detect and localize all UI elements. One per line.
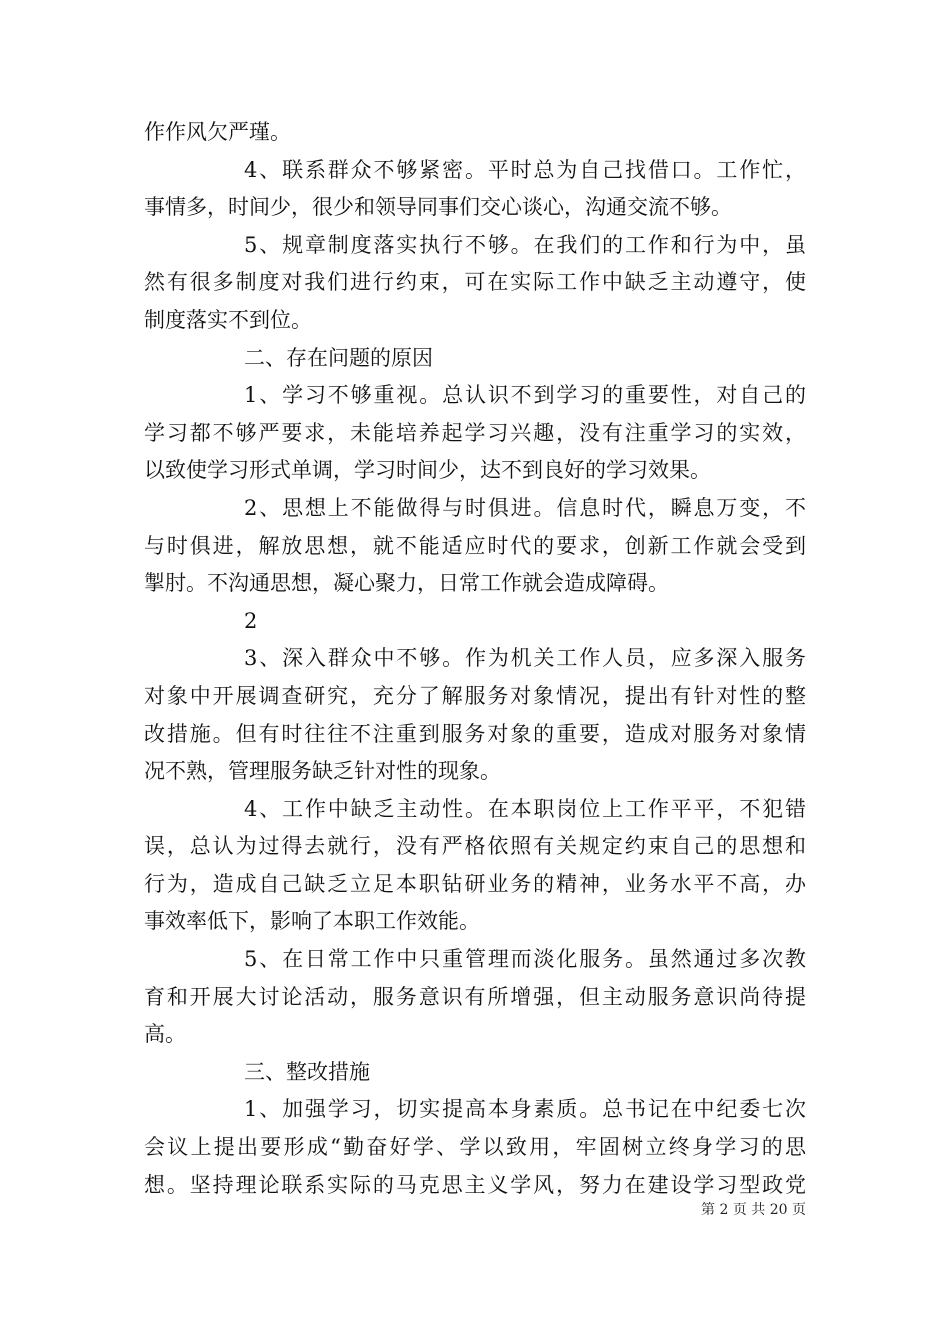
text-line: 1、学习不够重视。总认识不到学习的重要性，对自己的 [244,383,806,408]
text-line: 三、整改措施 [244,1059,370,1084]
text-line: 4、工作中缺乏主动性。在本职岗位上工作平平，不犯错 [244,796,806,821]
text-line: 改措施。但有时往往不注重到服务对象的重要，造成对服务对象情 [144,721,806,746]
text-line: 1、加强学习，切实提高本身素质。总书记在中纪委七次 [244,1097,806,1122]
text-line: 5、规章制度落实执行不够。在我们的工作和行为中，虽 [244,232,806,257]
text-line: 3、深入群众中不够。作为机关工作人员，应多深入服务 [244,646,806,671]
text-line: 2 [244,608,258,633]
text-line: 二、存在问题的原因 [244,345,433,370]
page-number-footer: 第 2 页 共 20 页 [701,1202,806,1218]
text-line: 想。坚持理论联系实际的马克思主义学风，努力在建设学习型政党 [144,1172,806,1197]
text-line: 行为，造成自己缺乏立足本职钻研业务的精神，业务水平不高，办 [144,871,806,896]
text-line: 5、在日常工作中只重管理而淡化服务。虽然通过多次教 [244,947,806,972]
text-line: 会议上提出要形成“勤奋好学、学以致用，牢固树立终身学习的思 [144,1135,806,1160]
text-line: 掣肘。不沟通思想，凝心聚力，日常工作就会造成障碍。 [144,571,669,596]
text-line: 况不熟，管理服务缺乏针对性的现象。 [144,759,501,784]
document-body [144,114,806,1204]
text-line: 育和开展大讨论活动，服务意识有所增强，但主动服务意识尚待提 [144,984,806,1009]
text-line: 制度落实不到位。 [144,307,312,332]
text-line: 以致使学习形式单调，学习时间少，达不到良好的学习效果。 [144,458,711,483]
text-line: 然有很多制度对我们进行约束，可在实际工作中缺乏主动遵守，使 [144,270,806,295]
text-line: 4、联系群众不够紧密。平时总为自己找借口。工作忙， [244,157,806,182]
text-line: 学习都不够严要求，未能培养起学习兴趣，没有注重学习的实效， [144,420,806,445]
text-line: 高。 [144,1022,186,1047]
text-line: 事情多，时间少，很少和领导同事们交心谈心，沟通交流不够。 [144,195,732,220]
text-line: 对象中开展调查研究，充分了解服务对象情况，提出有针对性的整 [144,683,806,708]
text-line: 作作风欠严瑾。 [144,120,291,144]
text-line: 事效率低下，影响了本职工作效能。 [144,909,480,934]
text-line: 误，总认为过得去就行，没有严格依照有关规定约束自己的思想和 [144,834,806,859]
text-line: 2、思想上不能做得与时俱进。信息时代，瞬息万变，不 [244,495,806,520]
text-line: 与时俱进，解放思想，就不能适应时代的要求，创新工作就会受到 [144,533,806,558]
